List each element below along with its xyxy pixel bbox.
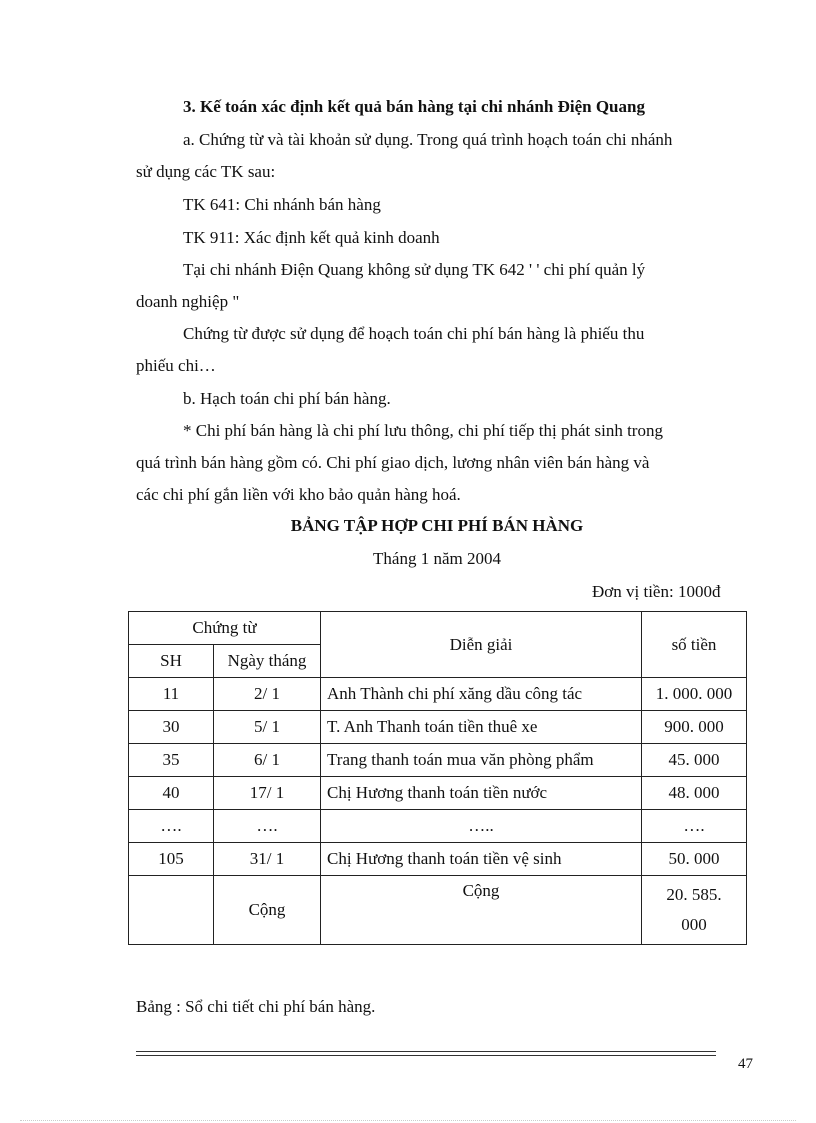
cell-ngay: …. — [214, 810, 321, 843]
paragraph-642-line2: doanh nghiệp " — [136, 292, 240, 311]
cell-sh: 105 — [129, 843, 214, 876]
cell-sh: 35 — [129, 744, 214, 777]
cell-sh: 40 — [129, 777, 214, 810]
footer-rule-bottom — [136, 1055, 716, 1056]
cell-ngay: 5/ 1 — [214, 711, 321, 744]
footer-rule-top — [136, 1051, 716, 1052]
table-header-row — [129, 612, 747, 645]
paragraph-chung-tu-line2: phiếu chi… — [136, 356, 216, 375]
header-chung-tu: Chứng từ — [129, 612, 321, 645]
table-subtitle: Tháng 1 năm 2004 — [373, 549, 501, 568]
cell-dien-giai: T. Anh Thanh toán tiền thuê xe — [321, 711, 642, 744]
cell-dien-giai: Trang thanh toán mua văn phòng phẩm — [321, 744, 642, 777]
paragraph-b: b. Hạch toán chi phí bán hàng. — [183, 389, 391, 408]
cell-so-tien: 45. 000 — [642, 744, 747, 777]
page-number: 47 — [738, 1056, 753, 1072]
total-label-text: Cộng — [462, 881, 500, 900]
cell-dien-giai: ….. — [321, 810, 642, 843]
total-cell-empty — [129, 876, 214, 945]
cell-sh: 30 — [129, 711, 214, 744]
table-row — [129, 678, 747, 711]
cell-sh: …. — [129, 810, 214, 843]
page-bottom-divider — [20, 1120, 796, 1121]
header-dien-giai: Diễn giải — [321, 612, 642, 678]
table-caption: Bảng : Sổ chi tiết chi phí bán hàng. — [136, 997, 376, 1016]
cell-so-tien: …. — [642, 810, 747, 843]
total-label-ngay: Cộng — [214, 876, 321, 945]
tk911-line: TK 911: Xác định kết quả kinh doanh — [183, 228, 440, 247]
paragraph-star-line2: quá trình bán hàng gồm có. Chi phí giao dịch, lương nhân viên bán hàng và — [136, 453, 650, 472]
table-row — [129, 744, 747, 777]
cell-dien-giai: Anh Thành chi phí xăng dầu công tác — [321, 678, 642, 711]
paragraph-a-line2: sử dụng các TK sau: — [136, 162, 276, 181]
tk641-line: TK 641: Chi nhánh bán hàng — [183, 195, 381, 214]
cell-sh: 11 — [129, 678, 214, 711]
table-total-row — [129, 876, 747, 945]
paragraph-642-line1: Tại chi nhánh Điện Quang không sử dụng TK 642 ' ' chi phí quản lý — [183, 260, 646, 279]
cell-ngay: 6/ 1 — [214, 744, 321, 777]
table-row — [129, 777, 747, 810]
cell-ngay: 2/ 1 — [214, 678, 321, 711]
table-row — [129, 843, 747, 876]
total-amount — [642, 876, 747, 945]
cell-ngay: 17/ 1 — [214, 777, 321, 810]
total-label-dien-giai — [321, 876, 642, 945]
header-sh: SH — [129, 645, 214, 678]
paragraph-star-line1: * Chi phí bán hàng là chi phí lưu thông, chi phí tiếp thị phát sinh trong — [183, 421, 663, 440]
cell-dien-giai: Chị Hương thanh toán tiền nước — [321, 777, 642, 810]
total-amount-line1: 20. 585. — [666, 885, 722, 904]
paragraph-star-line3: các chi phí gắn liền với kho bảo quản hàng hoá. — [136, 485, 461, 504]
total-amount-line2: 000 — [681, 915, 707, 934]
cell-dien-giai: Chị Hương thanh toán tiền vệ sinh — [321, 843, 642, 876]
paragraph-chung-tu-line1: Chứng từ được sử dụng để hoạch toán chi phí bán hàng là phiếu thu — [183, 324, 645, 343]
cell-so-tien: 900. 000 — [642, 711, 747, 744]
cell-so-tien: 48. 000 — [642, 777, 747, 810]
currency-unit: Đơn vị tiền: 1000đ — [592, 582, 721, 601]
table-row — [129, 711, 747, 744]
expense-table — [128, 611, 747, 945]
cell-so-tien: 1. 000. 000 — [642, 678, 747, 711]
cell-so-tien: 50. 000 — [642, 843, 747, 876]
header-ngay-thang: Ngày tháng — [214, 645, 321, 678]
paragraph-a-line1: a. Chứng từ và tài khoản sử dụng. Trong quá trình hoạch toán chi nhánh — [183, 130, 673, 149]
table-title: BẢNG TẬP HỢP CHI PHÍ BÁN HÀNG — [290, 516, 584, 535]
table-row — [129, 810, 747, 843]
cell-ngay: 31/ 1 — [214, 843, 321, 876]
header-so-tien: số tiền — [642, 612, 747, 678]
section-heading: 3. Kế toán xác định kết quả bán hàng tại chi nhánh Điện Quang — [183, 97, 645, 116]
